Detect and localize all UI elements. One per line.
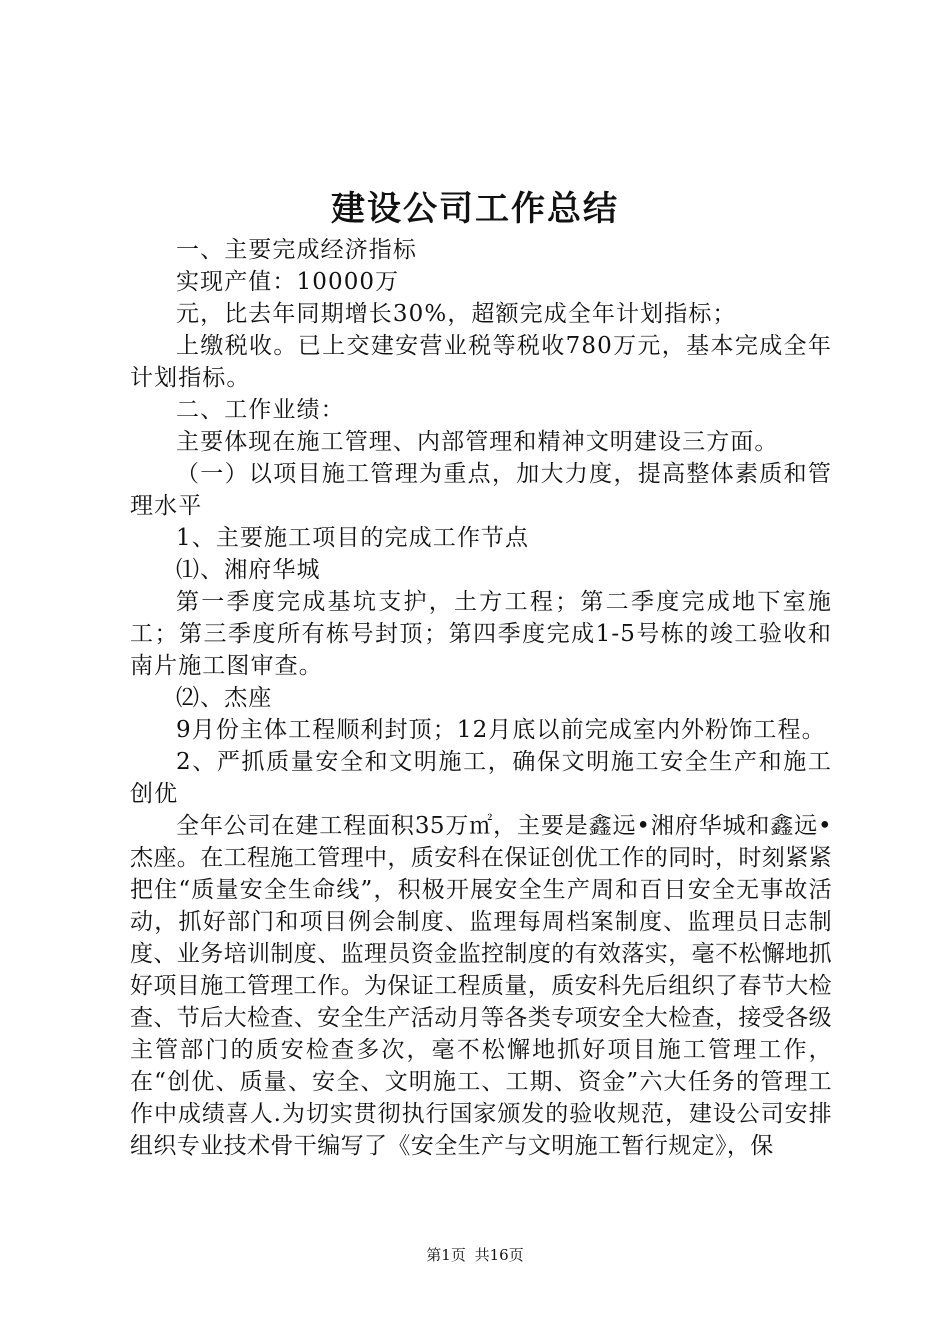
paragraph: （一）以项目施工管理为重点，加大力度，提高整体素质和管理水平 <box>130 461 832 519</box>
paragraph: 全年公司在建工程面积35万㎡，主要是鑫远•湘府华城和鑫远•杰座。在工程施工管理中，质安科在保证创优工作的同时，时刻紧紧把住“质量安全生命线”，积极开展安全生产周和百日安全无事故活动，抓好部门和项目例会制度、监理每周档案制度、监理员日志制度、业务培训制度、监理员资金监控制度的有效落实，毫不松懈地抓好项目施工管理工作。为保证工程质量，质安科先后组织了春节大检查、节后大检查、安全生产活动月等各类专项安全大检查，接受各级主管部门的质安检查多次，毫不松懈地抓好项目施工管理工作，在“创优、质量、安全、文明施工、工期、资金”六大任务的管理工作中成绩喜人.为切实贯彻执行国家颁发的验收规范，建设公司安排组织专业技术骨干编写了《安全生产与文明施工暂行规定》，保 <box>130 813 832 1159</box>
paragraph: 一、主要完成经济指标 <box>176 237 417 263</box>
page-total: 共16页 <box>474 1246 524 1264</box>
paragraph: 实现产值：10000万 <box>176 269 400 295</box>
paragraph: 1、主要施工项目的完成工作节点 <box>176 525 530 551</box>
paragraph: 主要体现在施工管理、内部管理和精神文明建设三方面。 <box>176 429 779 455</box>
paragraph: ⑴、湘府华城 <box>176 557 321 583</box>
paragraph: 9月份主体工程顺利封顶；12月底以前完成室内外粉饰工程。 <box>176 717 826 743</box>
paragraph: 上缴税收。已上交建安营业税等税收780万元，基本完成全年计划指标。 <box>130 333 832 391</box>
document-title: 建设公司工作总结 <box>331 189 619 229</box>
paragraph: 2、严抓质量安全和文明施工，确保文明施工安全生产和施工创优 <box>130 749 832 807</box>
page-number: 第1页 <box>426 1246 466 1264</box>
document-body <box>130 234 832 1162</box>
paragraph: 第一季度完成基坑支护，土方工程；第二季度完成地下室施工；第三季度所有栋号封顶；第四季度完成1-5号栋的竣工验收和南片施工图审查。 <box>130 589 832 679</box>
paragraph: 二、工作业绩： <box>176 397 345 423</box>
paragraph: 元，比去年同期增长30%，超额完成全年计划指标； <box>176 301 737 327</box>
page-footer <box>0 1243 950 1267</box>
paragraph: ⑵、杰座 <box>176 685 273 711</box>
